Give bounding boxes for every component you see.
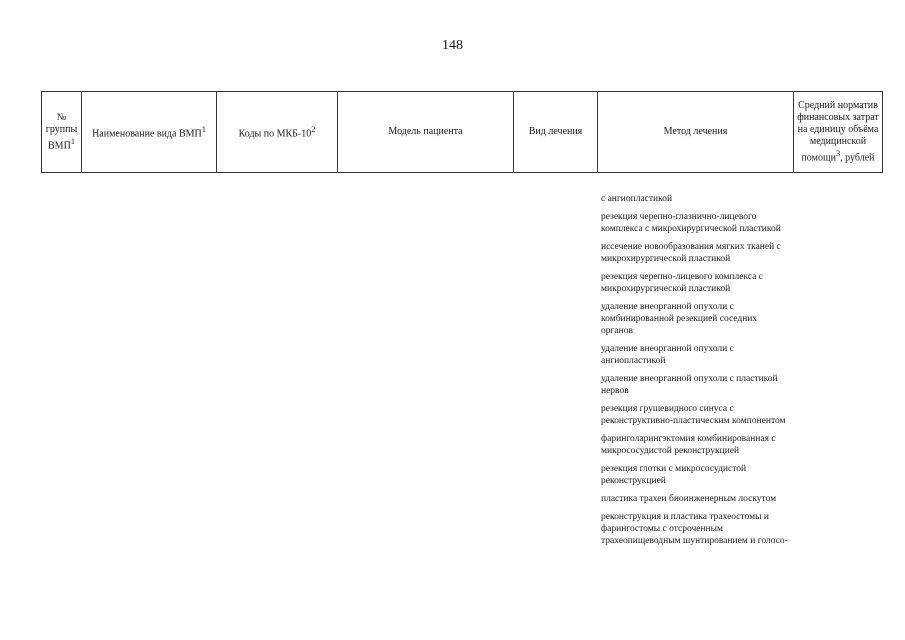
header-treatment-method: Метод лечения bbox=[598, 92, 794, 173]
header-icd-codes: Коды по МКБ-$10^2$ bbox=[217, 92, 338, 173]
method-item: удаление внеорганной опухоли с ангиопластикой bbox=[601, 344, 734, 366]
page-number: 148 bbox=[442, 38, 463, 53]
method-item: резекция черепно-лицевого комплекса с микрохирургической пластикой bbox=[601, 272, 763, 294]
header-vmp-name: Наименование вида ВМП$^1$ bbox=[82, 92, 217, 173]
method-item: с ангиопластикой bbox=[601, 194, 673, 204]
header-treatment-type: Вид лечения bbox=[514, 92, 598, 173]
method-item: удаление внеорганной опухоли с комбинированной резекцией соседних органов bbox=[601, 302, 758, 336]
method-item: пластика трахеи биоинженерным лоскутом bbox=[601, 494, 777, 504]
method-item: резекция глотки с микрососудистой реконструкцией bbox=[601, 464, 747, 486]
treatment-methods-list bbox=[601, 193, 789, 553]
method-item: реконструкция и пластика трахеостомы и фарингостомы с отсроченным трахеопищеводным шунтированием и голосо- bbox=[601, 512, 788, 546]
method-item: удаление внеорганной опухоли с пластикой нервов bbox=[601, 374, 778, 396]
header-cost-norm: Средний норматив финансовых затрат на единицу объёма медицинской помощи$^3$, рублей bbox=[794, 92, 883, 173]
method-item: фаринголарингэктомия комбинированная с микрососудистой реконструкцией bbox=[601, 434, 776, 456]
method-item: резекция грушевидного синуса с реконструктивно-пластическим компонентом bbox=[601, 404, 786, 426]
header-group-number: № группы ВМП$^1$ bbox=[42, 92, 82, 173]
header-table bbox=[41, 91, 883, 173]
header-patient-model: Модель пациента bbox=[338, 92, 514, 173]
method-item: резекция черепно-глазнично-лицевого комплекса с микрохирургической пластикой bbox=[601, 212, 781, 234]
method-item: иссечение новообразования мягких тканей с микрохирургической пластикой bbox=[601, 242, 781, 264]
